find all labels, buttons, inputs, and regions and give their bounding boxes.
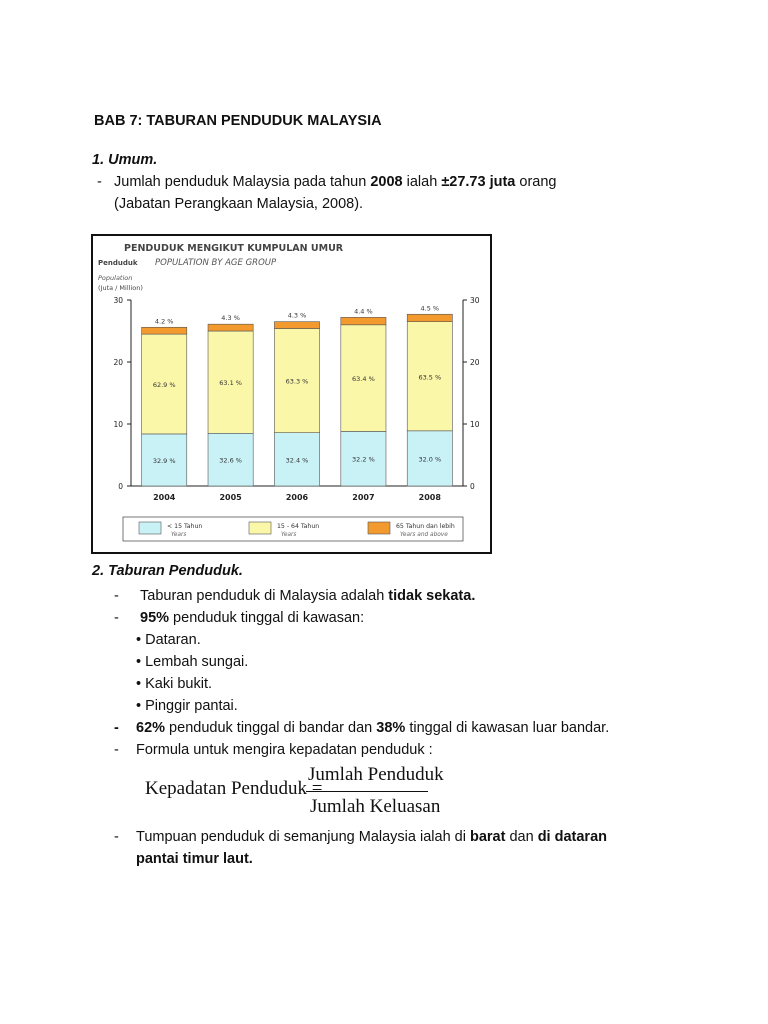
s1-line1-e: orang xyxy=(515,174,557,190)
s2-b3-b: penduduk tinggal di bandar dan xyxy=(165,720,377,736)
bar-segment xyxy=(341,317,386,324)
section-2-heading: 2. Taburan Penduduk. xyxy=(92,563,243,579)
s2-b2-b: penduduk tinggal di kawasan: xyxy=(169,610,365,626)
x-tick-label: 2008 xyxy=(418,493,441,502)
formula-fraction-bar xyxy=(306,791,428,792)
legend-label: 15 - 64 Tahun xyxy=(277,523,320,530)
s1-line1-year: 2008 xyxy=(370,174,403,190)
s2-b5-plains: di dataran xyxy=(537,829,607,845)
s2-b4: Formula untuk mengira kepadatan penduduk : xyxy=(136,742,433,758)
s2-b1-a: Taburan penduduk di Malaysia adalah xyxy=(140,588,389,604)
bar-percent-label: 63.5 % xyxy=(418,373,442,382)
x-tick-label: 2005 xyxy=(219,493,242,502)
x-tick-label: 2007 xyxy=(352,493,375,502)
s1-dash: - xyxy=(97,174,102,190)
s2-b3-dash: - xyxy=(114,720,119,736)
chart-legend xyxy=(123,517,463,541)
legend-sublabel: Years xyxy=(281,532,297,538)
bar-percent-label: 4.5 % xyxy=(420,304,440,313)
s2-b2-dash: - xyxy=(114,610,119,626)
s2-b2-percent: 95% xyxy=(140,610,170,626)
s2-b5-dash: - xyxy=(114,829,119,845)
y-tick-label-right: 20 xyxy=(470,358,480,367)
chart-subtitle: POPULATION BY AGE GROUP xyxy=(155,258,277,268)
s2-b5-west: barat xyxy=(469,829,506,845)
section-1-heading: 1. Umum. xyxy=(92,152,158,168)
bar-percent-label: 63.4 % xyxy=(352,375,375,384)
legend-swatch xyxy=(139,522,161,534)
legend-label: 65 Tahun dan lebih xyxy=(396,523,455,530)
sub-item-pinggir: • Pinggir pantai. xyxy=(136,698,238,714)
s2-b5-c: dan xyxy=(505,829,538,845)
x-tick-label: 2006 xyxy=(285,493,309,502)
y-tick-label-left: 0 xyxy=(118,482,123,491)
s2-b3 xyxy=(136,718,609,738)
s2-b1-b: tidak sekata. xyxy=(388,588,476,604)
legend-sublabel: Years and above xyxy=(400,532,448,538)
formula-numerator: Jumlah Penduduk xyxy=(308,764,444,785)
y-tick-label-left: 30 xyxy=(113,296,123,305)
s2-b5-a: Tumpuan penduduk di semanjung Malaysia ialah di xyxy=(136,829,470,845)
plot-area xyxy=(113,296,479,502)
bar-percent-label: 32.4 % xyxy=(285,456,309,465)
s2-b3-rural: 38% xyxy=(376,720,406,736)
sub-item-kaki-bukit: • Kaki bukit. xyxy=(136,676,212,692)
y-label-line3: (Juta / Million) xyxy=(98,284,143,292)
bar-percent-label: 4.3 % xyxy=(287,311,307,320)
s2-b3-urban: 62% xyxy=(136,720,166,736)
bar-segment xyxy=(407,314,452,321)
s1-line1-a: Jumlah penduduk Malaysia pada tahun xyxy=(114,174,371,190)
s2-b5-line2: pantai timur laut. xyxy=(136,851,253,867)
population-chart xyxy=(91,234,492,554)
legend-swatch xyxy=(249,522,271,534)
bar-percent-label: 63.1 % xyxy=(219,379,242,388)
bar-percent-label: 32.6 % xyxy=(219,456,242,465)
bar-percent-label: 4.4 % xyxy=(354,307,373,316)
s2-b3-d: tinggal di kawasan luar bandar. xyxy=(405,720,610,736)
legend-swatch xyxy=(368,522,390,534)
population-chart-svg xyxy=(93,236,490,552)
s1-line2: (Jabatan Perangkaan Malaysia, 2008). xyxy=(114,196,364,212)
y-tick-label-right: 10 xyxy=(470,420,480,429)
s1-line1-population: ±27.73 juta xyxy=(441,174,516,190)
s2-b5-line1 xyxy=(136,827,607,847)
legend-sublabel: Years xyxy=(171,532,187,538)
x-tick-label: 2004 xyxy=(153,493,176,502)
y-tick-label-right: 30 xyxy=(470,296,480,305)
chart-title: PENDUDUK MENGIKUT KUMPULAN UMUR xyxy=(124,243,344,254)
s2-b1-dash: - xyxy=(114,588,119,604)
bar-segment xyxy=(274,322,319,329)
s2-b4-dash: - xyxy=(114,742,119,758)
bar-percent-label: 4.2 % xyxy=(154,317,174,326)
bar-percent-label: 32.9 % xyxy=(152,456,176,465)
sub-item-dataran: • Dataran. xyxy=(136,632,201,648)
s1-line1 xyxy=(114,172,557,192)
bar-percent-label: 32.0 % xyxy=(418,455,442,464)
formula-lhs: Kepadatan Penduduk = xyxy=(145,778,323,799)
bar-percent-label: 4.3 % xyxy=(221,314,240,323)
page-title: BAB 7: TABURAN PENDUDUK MALAYSIA xyxy=(94,113,382,129)
s2-b2 xyxy=(140,608,364,628)
y-tick-label-left: 10 xyxy=(113,420,123,429)
bar-percent-label: 63.3 % xyxy=(285,377,309,386)
y-label-line2: Population xyxy=(98,274,133,282)
bar-percent-label: 62.9 % xyxy=(152,381,176,390)
bar-segment xyxy=(208,324,253,331)
sub-item-lembah: • Lembah sungai. xyxy=(136,654,249,670)
y-tick-label-left: 20 xyxy=(113,358,123,367)
y-label-line1: Penduduk xyxy=(98,259,138,267)
formula-denominator: Jumlah Keluasan xyxy=(310,796,441,817)
y-tick-label-right: 0 xyxy=(470,482,475,491)
s2-b1 xyxy=(140,586,475,606)
s1-line1-c: ialah xyxy=(402,174,442,190)
bar-segment xyxy=(142,327,187,334)
bar-percent-label: 32.2 % xyxy=(352,455,375,464)
legend-label: < 15 Tahun xyxy=(167,523,203,530)
